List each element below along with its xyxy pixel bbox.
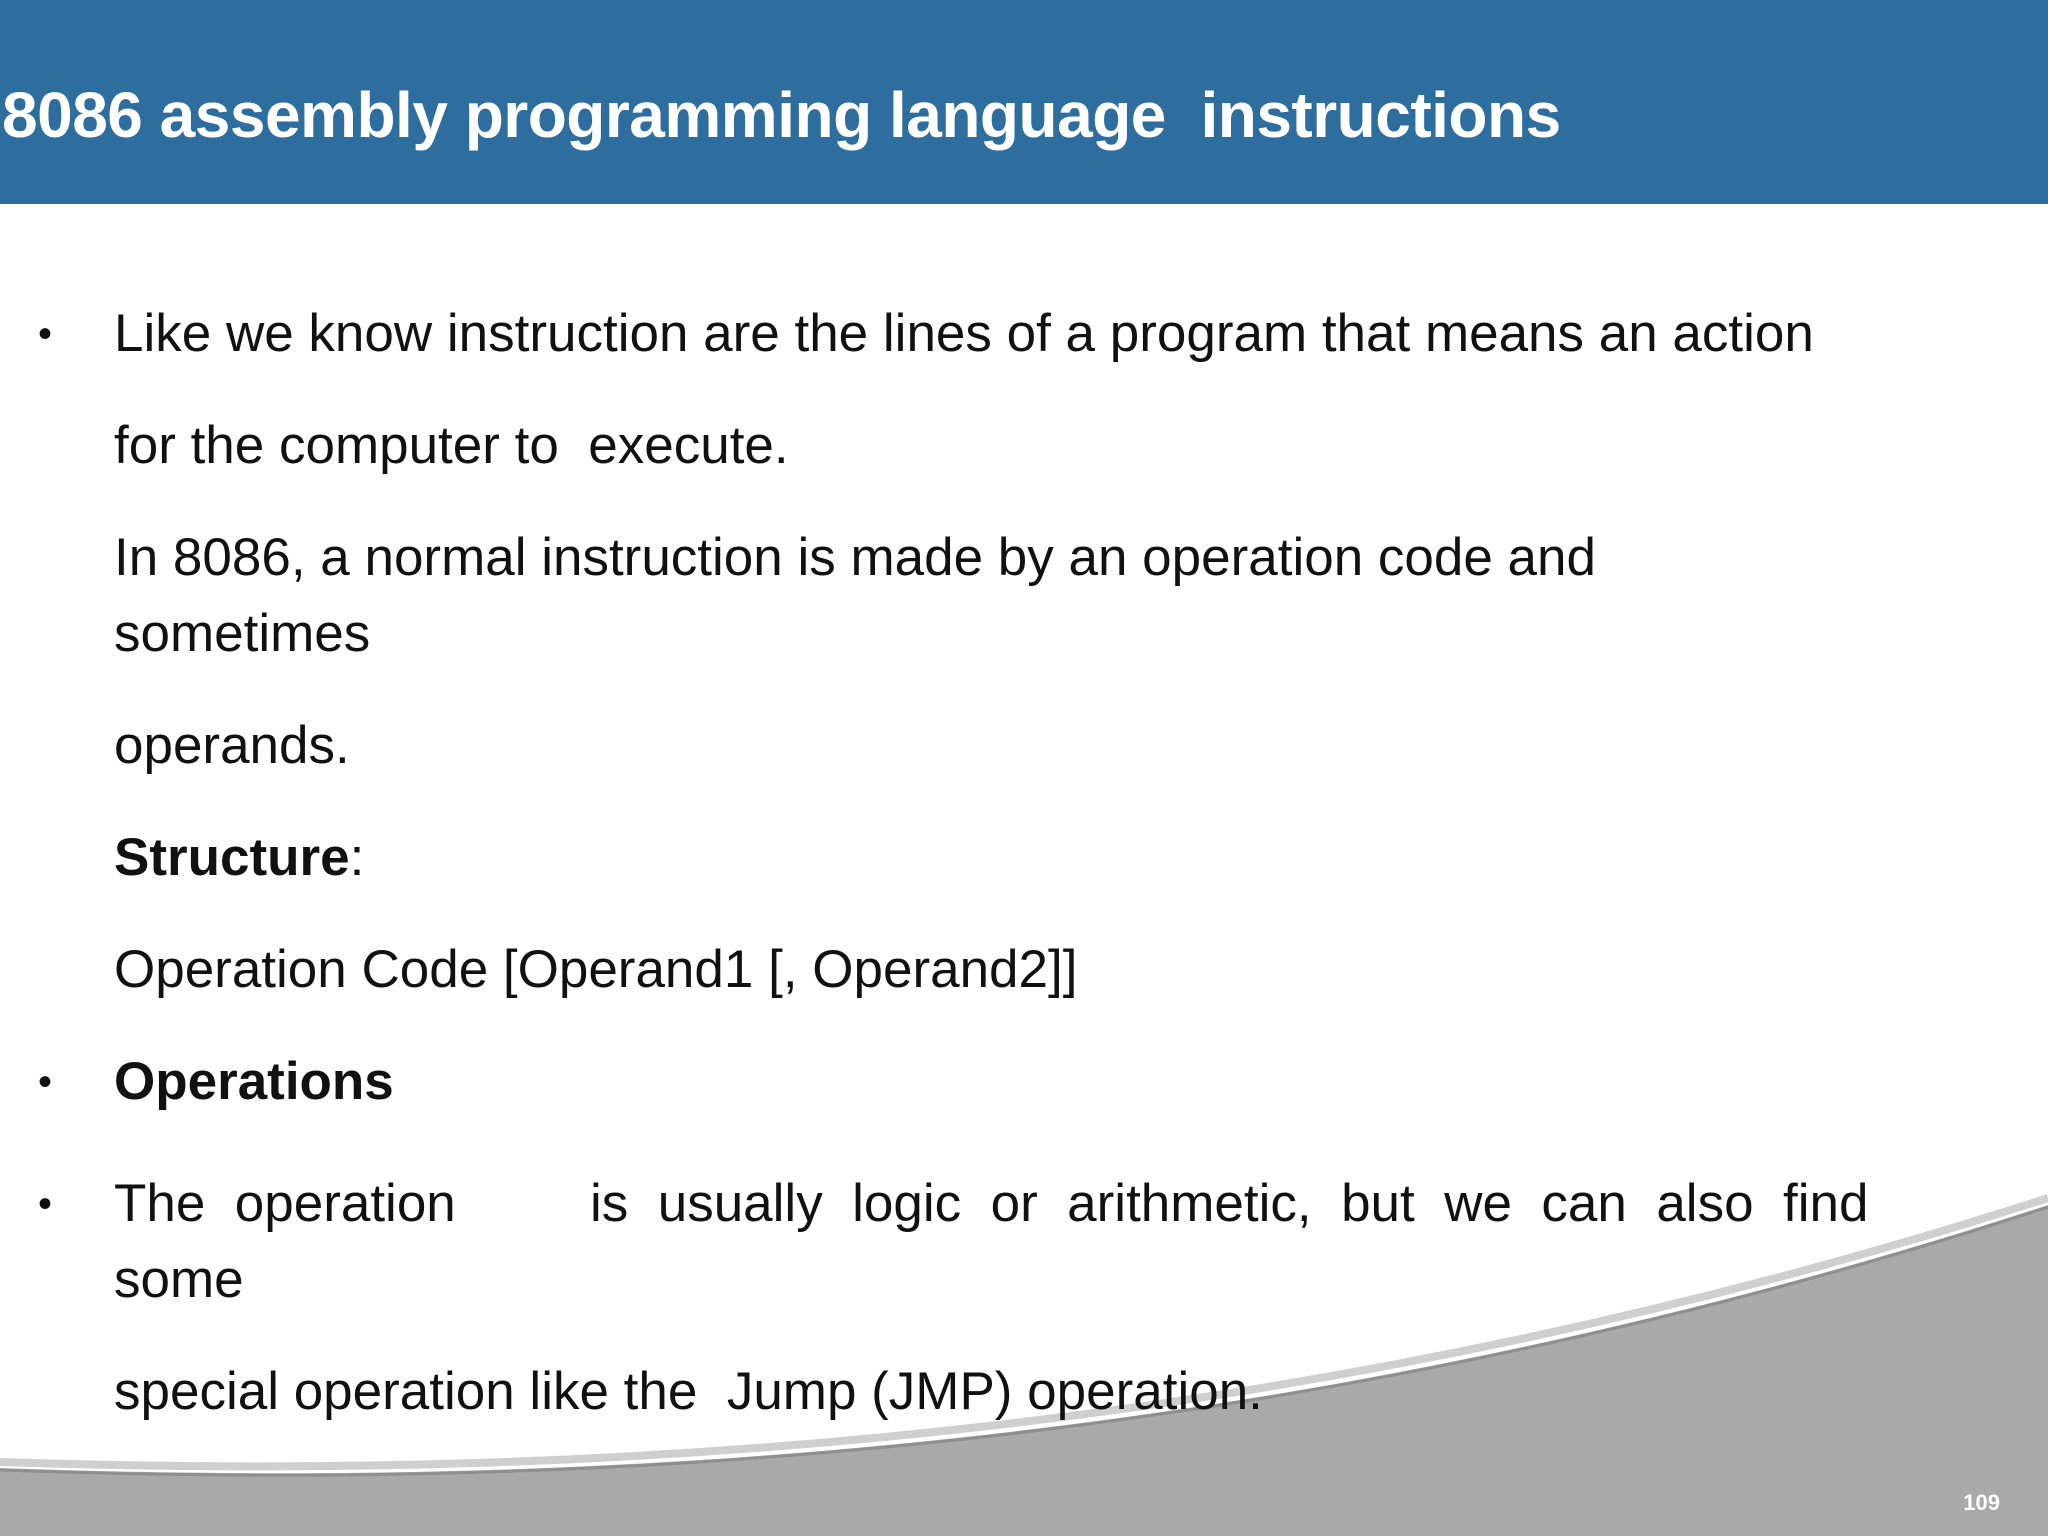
body-line-11: special operation like the Jump (JMP) operation. [114, 1362, 1263, 1421]
bullet-1: • [38, 312, 53, 356]
body-line-2: for the computer to execute. [114, 416, 789, 475]
structure-label-colon: : [349, 828, 365, 887]
bullet-3: • [38, 1182, 53, 1226]
slide-title: 8086 assembly programming language instructions [2, 79, 1561, 151]
body-line-9b: is usually logic or arithmetic, but we can also find [590, 1174, 1869, 1233]
body-line-3: In 8086, a normal instruction is made by an operation code and [114, 528, 1596, 587]
body-line-1: Like we know instruction are the lines of a program that means an action [114, 304, 1814, 363]
body-line-9a: The operation [114, 1174, 456, 1233]
page-number: 109 [1963, 1490, 2000, 1515]
body-line-4: sometimes [114, 604, 371, 663]
structure-syntax: Operation Code [Operand1 [, Operand2]] [114, 940, 1078, 999]
body-line-10: some [114, 1250, 244, 1309]
body-line-5: operands. [114, 716, 350, 775]
operations-heading: Operations [114, 1052, 394, 1111]
structure-label [114, 820, 364, 896]
bullet-2: • [38, 1060, 53, 1104]
structure-label-bold: Structure [114, 828, 350, 887]
